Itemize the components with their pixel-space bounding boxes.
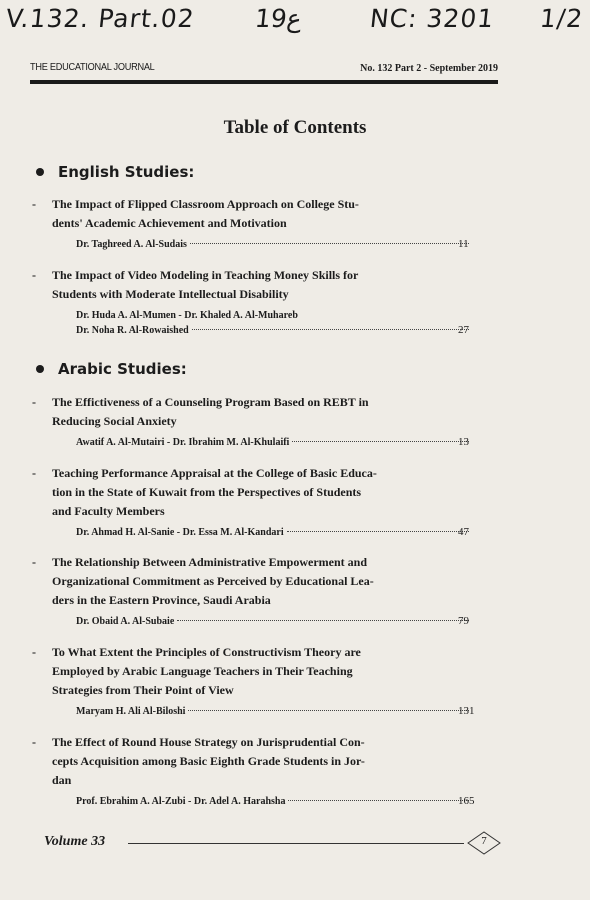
entry-authors: Dr. Noha R. Al-Rowaished (76, 325, 189, 336)
handwritten-nc-note: NC: 3201 (368, 4, 496, 33)
entry-authors: Awatif A. Al-Mutairi - Dr. Ibrahim M. Al-Khulaifi (76, 437, 290, 448)
footer-rule (128, 843, 464, 844)
entry-title-line: Teaching Performance Appraisal at the College of Basic Educa- (52, 466, 377, 480)
entry-title-line: Reducing Social Anxiety (52, 414, 177, 428)
entry-title-line: The Effect of Round House Strategy on Jurisprudential Con- (52, 735, 365, 749)
entry-title (32, 553, 472, 610)
dot-leader (190, 243, 469, 244)
entry-title-line: and Faculty Members (52, 504, 165, 518)
bullet-icon (36, 168, 44, 176)
section-heading-english (36, 163, 194, 181)
handwritten-fraction-note: 1/2 (538, 4, 585, 33)
entry-title (32, 266, 472, 304)
entry-page-number: 79 (458, 615, 469, 627)
entry-page-number: 165 (458, 795, 475, 807)
dot-leader (292, 441, 469, 442)
entry-title-line: dan (52, 773, 72, 787)
entry-author-line (76, 435, 472, 450)
entry-author-line (76, 323, 472, 338)
entry-title-line: The Relationship Between Administrative Empowerment and (52, 555, 367, 569)
entry-author-line (76, 525, 472, 540)
dot-leader (188, 710, 469, 711)
entry-author-line (76, 237, 472, 252)
entry-title-line: Students with Moderate Intellectual Disability (52, 287, 289, 301)
dot-leader (288, 800, 469, 801)
entry-title-line: The Impact of Flipped Classroom Approach on College Stu- (52, 197, 359, 211)
entry-title-line: dents' Academic Achievement and Motivation (52, 216, 287, 230)
handwritten-volume-note: V.132. Part.02 (4, 4, 197, 33)
entry-title-line: To What Extent the Principles of Constructivism Theory are (52, 645, 361, 659)
toc-entry[interactable] (32, 195, 472, 252)
toc-entry[interactable] (32, 393, 472, 450)
entry-authors: Prof. Ebrahim A. Al-Zubi - Dr. Adel A. Harahsha (76, 796, 286, 807)
header-rule (30, 80, 498, 84)
entry-author-line (76, 614, 472, 629)
entry-title (32, 195, 472, 233)
handwritten-code-note: ﻉ19 (253, 4, 304, 33)
toc-entry[interactable] (32, 464, 472, 540)
entry-page-number: 11 (458, 238, 469, 250)
entry-title (32, 643, 472, 700)
bullet-icon (36, 365, 44, 373)
entry-title-line: Employed by Arabic Language Teachers in Their Teaching (52, 664, 353, 678)
entry-title-line: ders in the Eastern Province, Saudi Arabia (52, 593, 271, 607)
entry-authors: Dr. Taghreed A. Al-Sudais (76, 239, 187, 250)
entry-authors: Dr. Obaid A. Al-Subaie (76, 616, 175, 627)
entry-title-line: Organizational Commitment as Perceived by Educational Lea- (52, 574, 374, 588)
entry-title (32, 464, 472, 521)
toc-entry[interactable] (32, 643, 475, 719)
toc-entry[interactable] (32, 553, 472, 629)
entry-page-number: 47 (458, 526, 469, 538)
entry-authors: Maryam H. Ali Al-Biloshi (76, 706, 186, 717)
entry-author-line (76, 794, 475, 809)
page-title: Table of Contents (223, 117, 367, 138)
entry-author-line (76, 704, 475, 719)
footer-page-number: 7 (481, 835, 487, 847)
section-heading-label: English Studies: (58, 163, 195, 181)
footer-volume: Volume 33 (44, 834, 106, 849)
toc-entry[interactable] (32, 733, 475, 809)
dot-leader (287, 531, 469, 532)
entry-authors: Dr. Huda A. Al-Mumen - Dr. Khaled A. Al-Muhareb (76, 310, 298, 321)
dot-leader (177, 620, 469, 621)
entry-title-line: tion in the State of Kuwait from the Perspectives of Students (52, 485, 362, 499)
entry-page-number: 131 (458, 705, 475, 717)
dot-leader (192, 329, 469, 330)
entry-authors: Dr. Ahmad H. Al-Sanie - Dr. Essa M. Al-Kandari (76, 527, 284, 538)
entry-title-line: The Impact of Video Modeling in Teaching Money Skills for (52, 268, 359, 282)
section-heading-label: Arabic Studies: (58, 360, 187, 378)
entry-page-number: 27 (458, 324, 469, 336)
journal-name: THE EDUCATIONAL JOURNAL (30, 62, 155, 73)
entry-title-line: The Effictiveness of a Counseling Program Based on REBT in (52, 395, 369, 409)
entry-title-line: cepts Acquisition among Basic Eighth Grade Students in Jor- (52, 754, 365, 768)
issue-info: No. 132 Part 2 - September 2019 (360, 63, 498, 74)
entry-title-line: Strategies from Their Point of View (52, 683, 234, 697)
entry-title (32, 733, 472, 790)
toc-entry[interactable] (32, 266, 472, 338)
entry-title (32, 393, 472, 431)
section-heading-arabic (36, 360, 187, 378)
entry-page-number: 13 (458, 436, 469, 448)
